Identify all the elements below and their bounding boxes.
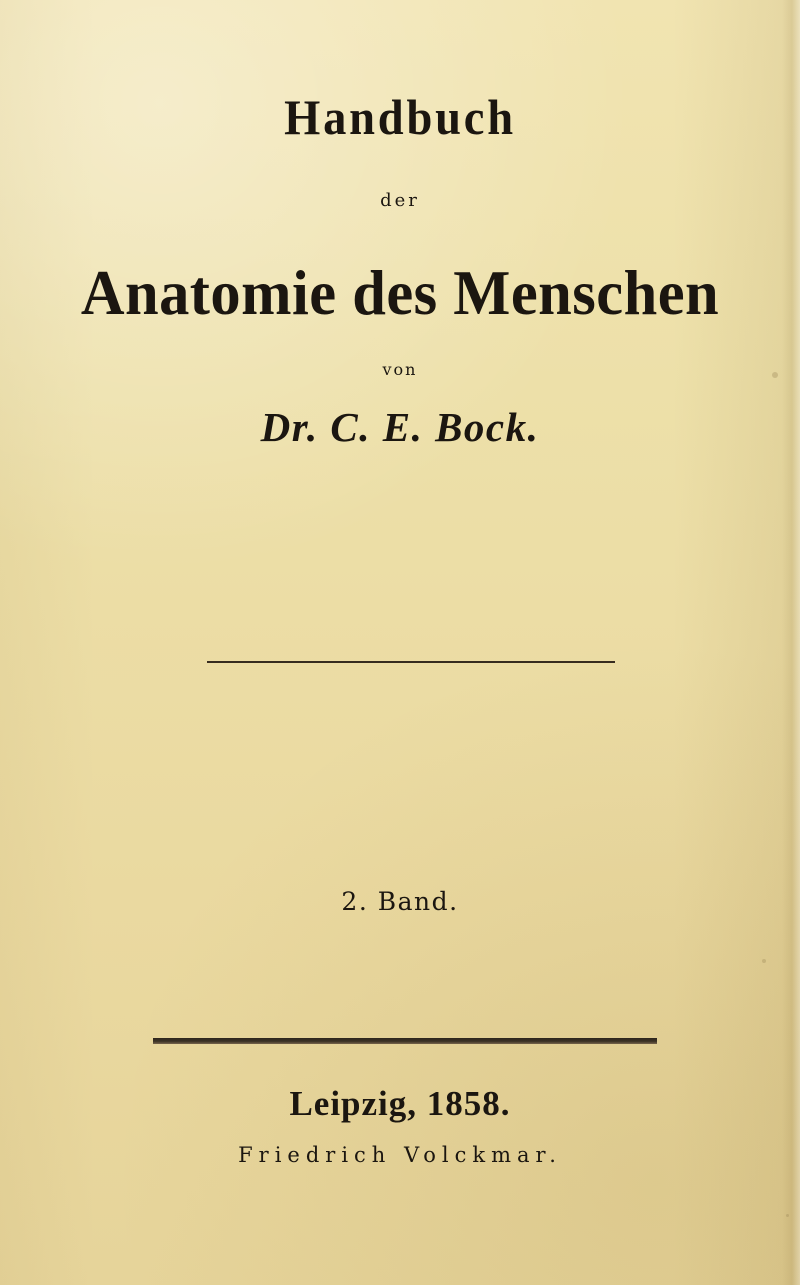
paper-speck-2: [762, 959, 766, 963]
place-and-year: Leipzig, 1858.: [289, 1084, 511, 1123]
decorative-rule-bottom: [153, 1038, 657, 1044]
book-subtitle: Anatomie des Menschen: [80, 258, 720, 328]
title-article: der: [380, 190, 420, 211]
volume-label: 2. Band.: [341, 887, 459, 916]
decorative-rule-top: [207, 661, 615, 663]
author-name: Dr. C. E. Bock.: [260, 404, 540, 450]
paper-speck-3: [786, 1214, 789, 1217]
publisher-name: Friedrich Volckmar.: [238, 1143, 562, 1167]
author-preposition: von: [382, 360, 418, 379]
book-title: Handbuch: [284, 89, 516, 145]
